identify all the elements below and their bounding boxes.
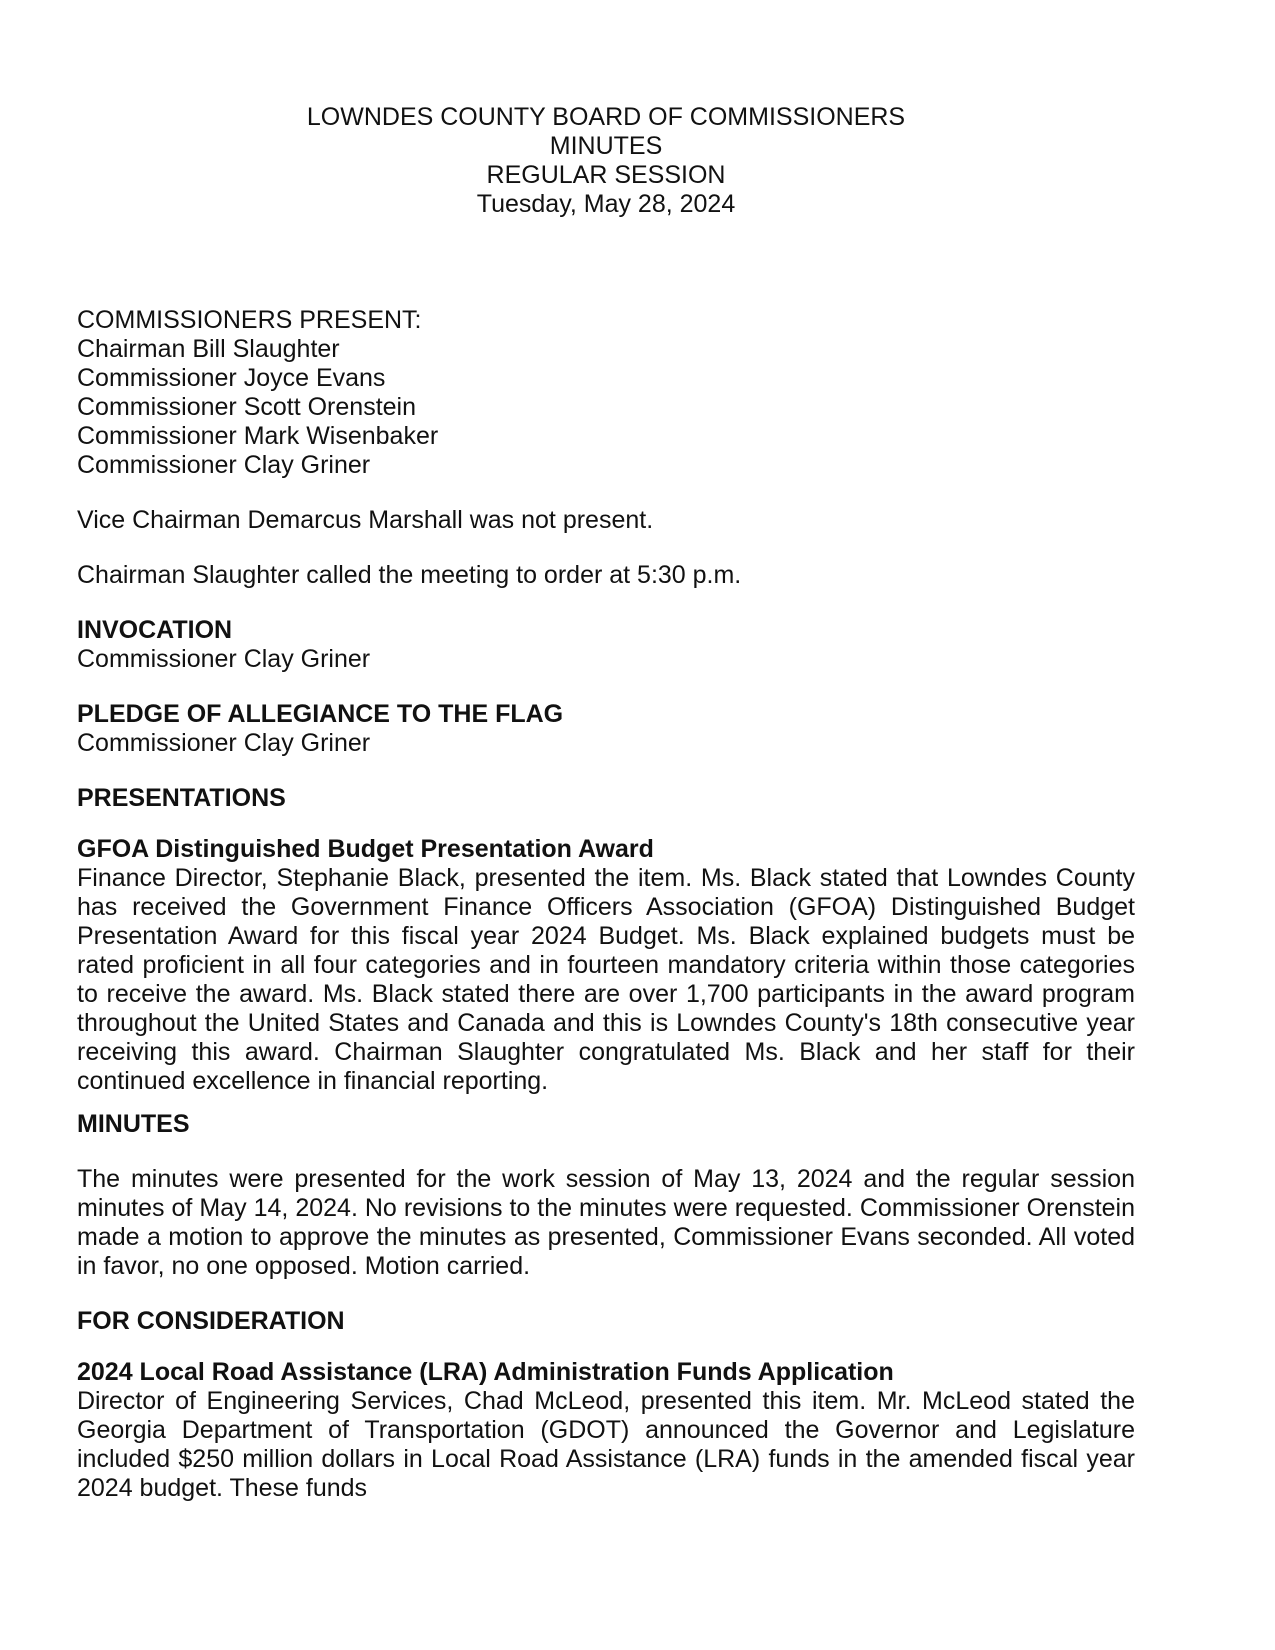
presentations-heading: PRESENTATIONS [77,784,286,812]
attendee-line: Commissioner Clay Griner [77,451,371,479]
attendee-line: Commissioner Mark Wisenbaker [77,422,439,450]
absence-note: Vice Chairman Demarcus Marshall was not present. [77,506,654,534]
header-org-line: LOWNDES COUNTY BOARD OF COMMISSIONERS [306,103,906,131]
consideration-item-title: 2024 Local Road Assistance (LRA) Administration Funds Application [77,1358,894,1386]
pledge-heading: PLEDGE OF ALLEGIANCE TO THE FLAG [77,700,564,728]
minutes-body: The minutes were presented for the work session of May 13, 2024 and the regular session minutes of May 14, 2024. No revisions to the minutes were requested. Commissioner Orenstein made a motion to approve the minutes as presented, Commissioner Evans seconded. All voted in favor, no one opposed. Motion carried. [77,1165,1135,1280]
attendance-heading: COMMISSIONERS PRESENT: [77,306,422,334]
invocation-by: Commissioner Clay Griner [77,645,371,673]
pledge-by: Commissioner Clay Griner [77,729,371,757]
header-session-line: REGULAR SESSION [486,161,726,189]
call-to-order-note: Chairman Slaughter called the meeting to order at 5:30 p.m. [77,561,742,589]
minutes-heading: MINUTES [77,1110,190,1138]
presentation-item-body: Finance Director, Stephanie Black, presented the item. Ms. Black stated that Lowndes County has received the Government Finance Officers Association (GFOA) Distinguished Budget Presentation Award for this fiscal year 2024 Budget. Ms. Black explained budgets must be rated proficient in all four categories and in fourteen mandatory criteria within those categories to receive the award. Ms. Black stated there are over 1,700 participants in the award program throughout the United States and Canada and this is Lowndes County's 18th consecutive year receiving this award. Chairman Slaughter congratulated Ms. Black and her staff for their continued excellence in financial reporting. [77,864,1135,1095]
header-doc-type-line: MINUTES [549,132,663,160]
presentation-item [77,835,1135,1096]
for-consideration-heading: FOR CONSIDERATION [77,1307,345,1335]
pledge-section [77,700,1135,758]
presentation-item-title: GFOA Distinguished Budget Presentation Award [77,835,654,863]
attendee-line: Chairman Bill Slaughter [77,335,340,363]
document-header [77,103,1135,219]
header-date-line: Tuesday, May 28, 2024 [476,190,736,218]
invocation-heading: INVOCATION [77,616,233,644]
consideration-item-body: Director of Engineering Services, Chad McLeod, presented this item. Mr. McLeod stated the Georgia Department of Transportation (GDOT) announced the Governor and Legislature included $250 million dollars in Local Road Assistance (LRA) funds in the amended fiscal year 2024 budget. These funds [77,1387,1135,1502]
attendee-line: Commissioner Scott Orenstein [77,393,417,421]
consideration-item [77,1358,1135,1503]
attendee-line: Commissioner Joyce Evans [77,364,386,392]
invocation-section [77,616,1135,674]
attendance-section [77,306,1135,480]
